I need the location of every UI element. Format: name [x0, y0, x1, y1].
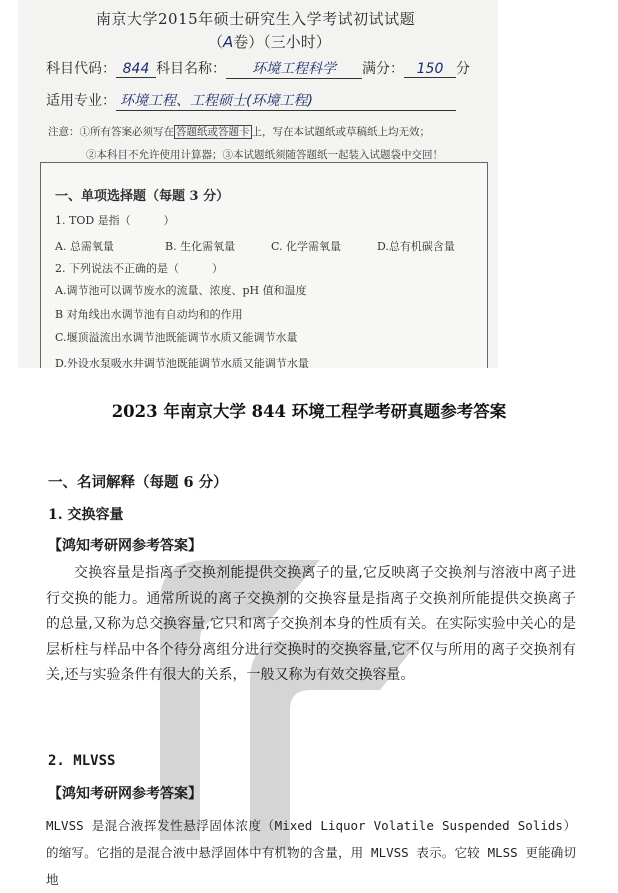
item-2-title: 2. MLVSS [48, 753, 116, 769]
item-1-title: 1. 交换容量 [48, 507, 124, 523]
question-2: 2. 下列说法不正确的是（ ） [55, 262, 223, 275]
reference-label-2: 【鸿知考研网参考答案】 [48, 786, 202, 802]
note-2: ②本科目不允许使用计算器；③本试题纸须随答题纸一起装入试题袋中交回！ [86, 149, 443, 161]
major: 环境工程、工程硕士(环境工程) [116, 90, 456, 111]
question-box [40, 162, 488, 368]
q1-option-c: C. 化学需氧量 [271, 240, 342, 253]
q2-option-d: D.外设水泵吸水井调节池既能调节水质又能调节水量 [55, 357, 309, 368]
note-1: 注意：①所有答案必须写在 答题纸或答题卡 上，写在本试题纸或草稿纸上均无效； [48, 126, 430, 138]
q2-option-b: B 对角线出水调节池有自动均和的作用 [55, 308, 243, 321]
exam-paper-type: （A卷）（三小时） [208, 33, 331, 51]
q2-option-c: C.堰顶溢流出水调节池既能调节水质又能调节水量 [55, 331, 298, 344]
q2-option-a: A.调节池可以调节废水的流量、浓度、pH 值和温度 [55, 284, 307, 297]
full-marks: 150 [404, 61, 456, 78]
question-1: 1. TOD 是指（ ） [55, 214, 175, 227]
major-row: 适用专业： 环境工程、工程硕士(环境工程) [46, 90, 456, 111]
reference-label-1: 【鸿知考研网参考答案】 [48, 538, 202, 554]
document-title: 2023 年南京大学 844 环境工程学考研真题参考答案 [111, 402, 507, 421]
item-1-body: 交换容量是指离子交换剂能提供交换离子的量,它反映离子交换剂与溶液中离子进行交换的能力。通常所说的离子交换剂的交换容量是指离子交换剂所能提供交换离子的总量,又称为总交换容量,它只和离子交换剂本身的性质有关。在实际实验中关心的是层析柱与样品中各个待分离组分进行交换时的交换容量,它不仅与所用的离子交换剂有关,还与实验条件有很大的关系，一般又称为有效交换容量。 [46, 565, 576, 683]
subject-code: 844 [116, 61, 156, 78]
section-title: 一、单项选择题（每题 3 分） [55, 189, 230, 204]
subject-name: 环境工程科学 [226, 58, 362, 79]
subject-row: 科目代码： 844 科目名称： 环境工程科学 满分： 150 分 [46, 58, 470, 79]
q1-option-d: D.总有机碳含量 [377, 240, 455, 253]
item-2-body: MLVSS 是混合液挥发性悬浮固体浓度（Mixed Liquor Volatile Suspended Solids）的缩写。它指的是混合液中悬浮固体中有机物的含量，用 MLVSS 表示。它较 MLSS 更能确切地 [46, 818, 576, 887]
section-heading: 一、名词解释（每题 6 分） [48, 474, 228, 491]
exam-header: 南京大学2015年硕士研究生入学考试初试试题 [96, 10, 416, 28]
q1-option-b: B. 生化需氧量 [165, 240, 236, 253]
exam-scan-image [18, 0, 498, 368]
q1-option-a: A. 总需氧量 [55, 240, 114, 253]
